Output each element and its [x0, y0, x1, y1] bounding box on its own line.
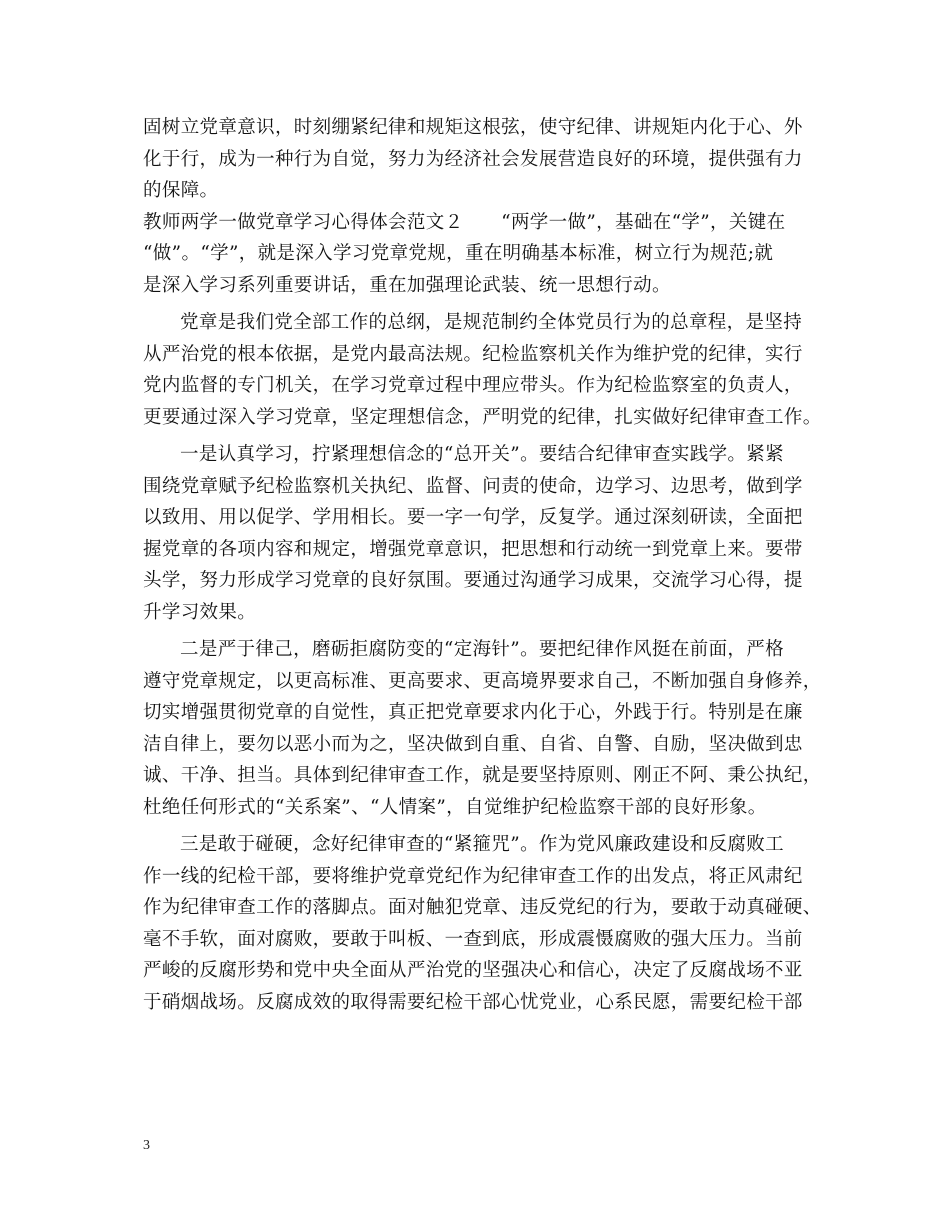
page-number: 3	[143, 1138, 150, 1153]
paragraph-point-two	[143, 634, 822, 823]
text-line: 化于行，成为一种行为自觉，努力为经济社会发展营造良好的环境，提供强有力	[143, 148, 803, 170]
text-line: 切实增强贯彻党章的自觉性，真正把党章要求内化于心，外践于行。特别是在廉	[143, 702, 803, 723]
text-line: 诚、干净、担当。具体到纪律审查工作，就是要坚持原则、刚正不阿、秉公执纪，	[143, 765, 822, 786]
text-line: “做”。“学”，就是深入学习党章党规，重在明确基本标准，树立行为规范;就	[143, 243, 774, 264]
text-line: 于硝烟战场。反腐成效的取得需要纪检干部心忧党业，心系民愿，需要纪检干部	[143, 991, 803, 1013]
paragraph-party-constitution	[143, 307, 822, 433]
text-line: 遵守党章规定，以更高标准、更高要求、更高境界要求自己，不断加强自身修养，	[143, 670, 822, 692]
text-line: 以致用、用以促学、学用相长。要一字一句学，反复学。通过深刻研读，全面把	[143, 507, 803, 528]
text-line: 头学，努力形成学习党章的良好氛围。要通过沟通学习成果，交流学习心得，提	[143, 570, 803, 591]
paragraph-article-heading	[143, 207, 815, 302]
text-line: 围绕党章赋予纪检监察机关执纪、监督、问责的使命，边学习、边思考，做到学	[143, 475, 803, 497]
text-line: 固树立党章意识，时刻绷紧纪律和规矩这根弦，使守纪律、讲规矩内化于心、外	[143, 117, 803, 138]
paragraph-continuation	[143, 112, 815, 207]
text-line: 握党章的各项内容和规定，增强党章意识，把思想和行动统一到党章上来。要带	[143, 538, 803, 560]
text-line: 杜绝任何形式的“关系案”、“人情案”，自觉维护纪检监察干部的良好形象。	[143, 796, 767, 818]
text-line: 升学习效果。	[143, 601, 257, 623]
text-line: 严峻的反腐形势和党中央全面从严治党的坚强决心和信心，决定了反腐战场不亚	[143, 960, 803, 981]
text-line: 党内监督的专门机关，在学习党章过程中理应带头。作为纪检监察室的负责人，	[143, 375, 803, 396]
text-line: 更要通过深入学习党章，坚定理想信念，严明党的纪律，扎实做好纪律审查工作。	[143, 406, 822, 428]
text-line: 作为纪律审查工作的落脚点。面对触犯党章、违反党纪的行为，要敢于动真碰硬、	[143, 897, 822, 918]
text-line: 党章是我们党全部工作的总纲，是规范制约全体党员行为的总章程，是坚持	[180, 312, 803, 333]
text-line: 毫不手软，面对腐败，要敢于叫板、一查到底，形成震慑腐败的强大压力。当前	[143, 928, 803, 950]
text-line: 的保障。	[143, 180, 219, 201]
paragraph-point-three	[143, 829, 822, 1018]
text-line: 作一线的纪检干部，要将维护党章党纪作为纪律审查工作的出发点，将正风肃纪	[143, 865, 803, 887]
text-line: 洁自律上，要勿以恶小而为之，坚决做到自重、自省、自警、自励，坚决做到忠	[143, 733, 803, 755]
text-line: 一是认真学习，拧紧理想信念的“总开关”。要结合纪律审查实践学。紧紧	[180, 444, 784, 465]
document-body	[143, 112, 822, 1018]
text-line: 二是严于律己，磨砺拒腐防变的“定海针”。要把纪律作风挺在前面，严格	[180, 639, 784, 660]
text-line: 是深入学习系列重要讲话，重在加强理论武装、统一思想行动。	[143, 274, 671, 296]
text-line: 从严治党的根本依据，是党内最高法规。纪检监察机关作为维护党的纪律，实行	[143, 343, 803, 365]
text-line: 教师两学一做党章学习心得体会范文２ “两学一做”，基础在“学”，关键在	[143, 211, 786, 233]
paragraph-point-one	[143, 439, 815, 628]
text-line: 三是敢于碰硬，念好纪律审查的“紧箍咒”。作为党风廉政建设和反腐败工	[180, 834, 784, 855]
